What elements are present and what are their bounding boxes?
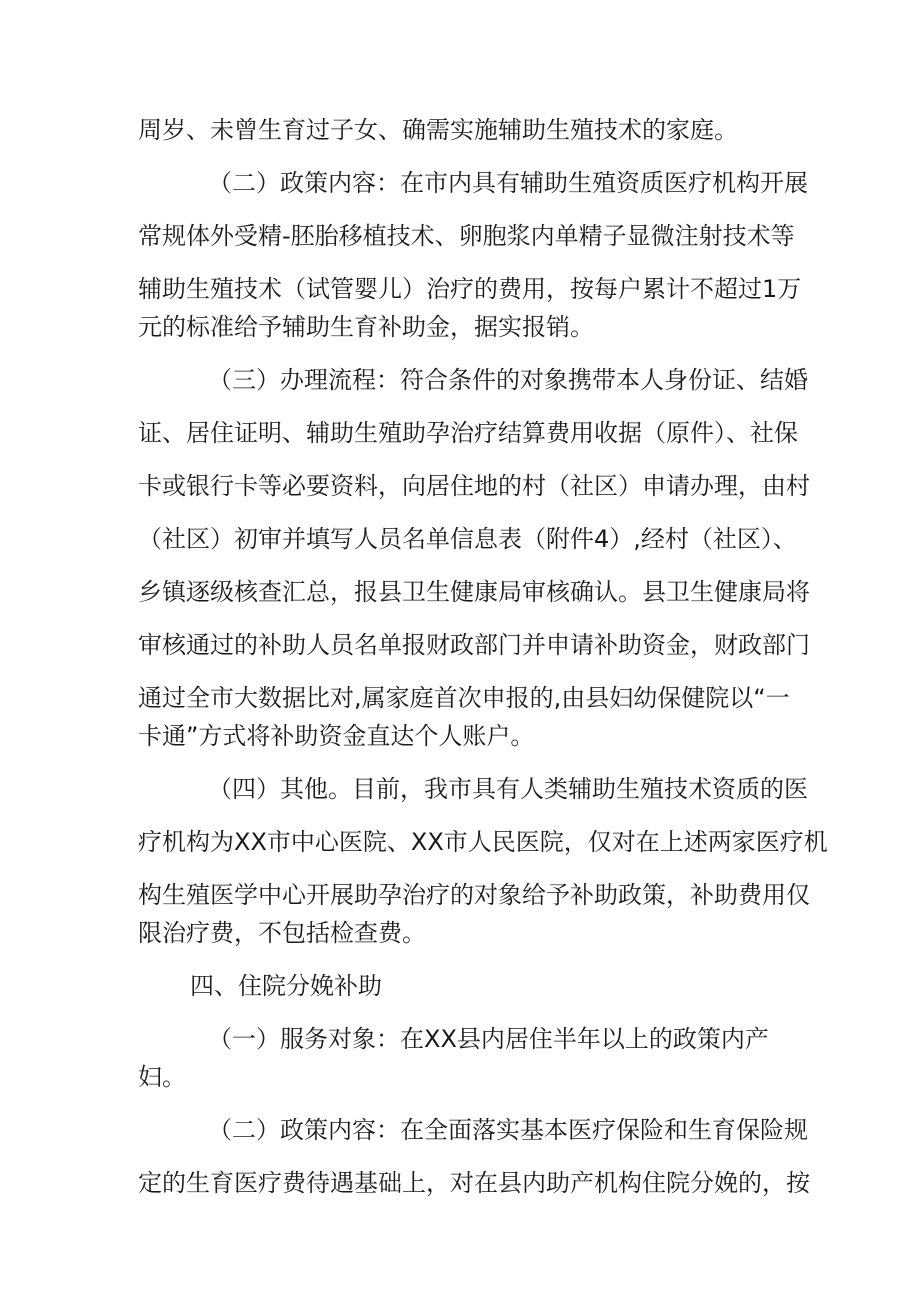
paragraph-line: 常规体外受精-胚胎移植技术、卵胞浆内单精子显微注射技术等 xyxy=(138,222,795,250)
paragraph-line: 元的标准给予辅助生育补助金，据实报销。 xyxy=(138,313,594,341)
paragraph-line: 乡镇逐级核查汇总，报县卫生健康局审核确认。县卫生健康局将 xyxy=(138,578,810,606)
paragraph-line: 卡或银行卡等必要资料，向居住地的村（社区）申请办理，由村 xyxy=(138,472,810,500)
paragraph-line: （二）政策内容：在全面落实基本医疗保险和生育保险规 xyxy=(208,1116,808,1144)
paragraph-line: （社区）初审并填写人员名单信息表（附件4）,经村（社区）、 xyxy=(138,525,797,553)
paragraph-line: 定的生育医疗费待遇基础上，对在县内助产机构住院分娩的，按 xyxy=(138,1169,810,1197)
paragraph-line: （二）政策内容：在市内具有辅助生殖资质医疗机构开展 xyxy=(208,169,808,197)
paragraph-line: 证、居住证明、辅助生殖助孕治疗结算费用收据（原件）、社保 xyxy=(138,419,798,447)
paragraph-line: 卡通”方式将补助资金直达个人账户。 xyxy=(138,722,535,750)
paragraph-line: 妇。 xyxy=(138,1063,186,1091)
paragraph-line: 疗机构为XX市中心医院、XX市人民医院，仅对在上述两家医疗机 xyxy=(138,828,828,856)
paragraph-line: 构生殖医学中心开展助孕治疗的对象给予补助政策，补助费用仅 xyxy=(138,881,810,909)
paragraph-line: 周岁、未曾生育过子女、确需实施辅助生殖技术的家庭。 xyxy=(138,116,738,144)
paragraph-line: （一）服务对象：在XX县内居住半年以上的政策内产 xyxy=(208,1025,769,1053)
paragraph-line: （四）其他。目前，我市具有人类辅助生殖技术资质的医 xyxy=(208,775,808,803)
section-heading: 四、住院分娩补助 xyxy=(190,972,382,1000)
paragraph-line: 通过全市大数据比对,属家庭首次申报的,由县妇幼保健院以“一 xyxy=(138,684,790,712)
paragraph-line: 辅助生殖技术（试管婴儿）治疗的费用，按每户累计不超过1万 xyxy=(138,275,802,303)
paragraph-line: （三）办理流程：符合条件的对象携带本人身份证、结婚 xyxy=(208,366,808,394)
paragraph-line: 限治疗费，不包括检查费。 xyxy=(138,919,426,947)
paragraph-line: 审核通过的补助人员名单报财政部门并申请补助资金，财政部门 xyxy=(138,631,810,659)
